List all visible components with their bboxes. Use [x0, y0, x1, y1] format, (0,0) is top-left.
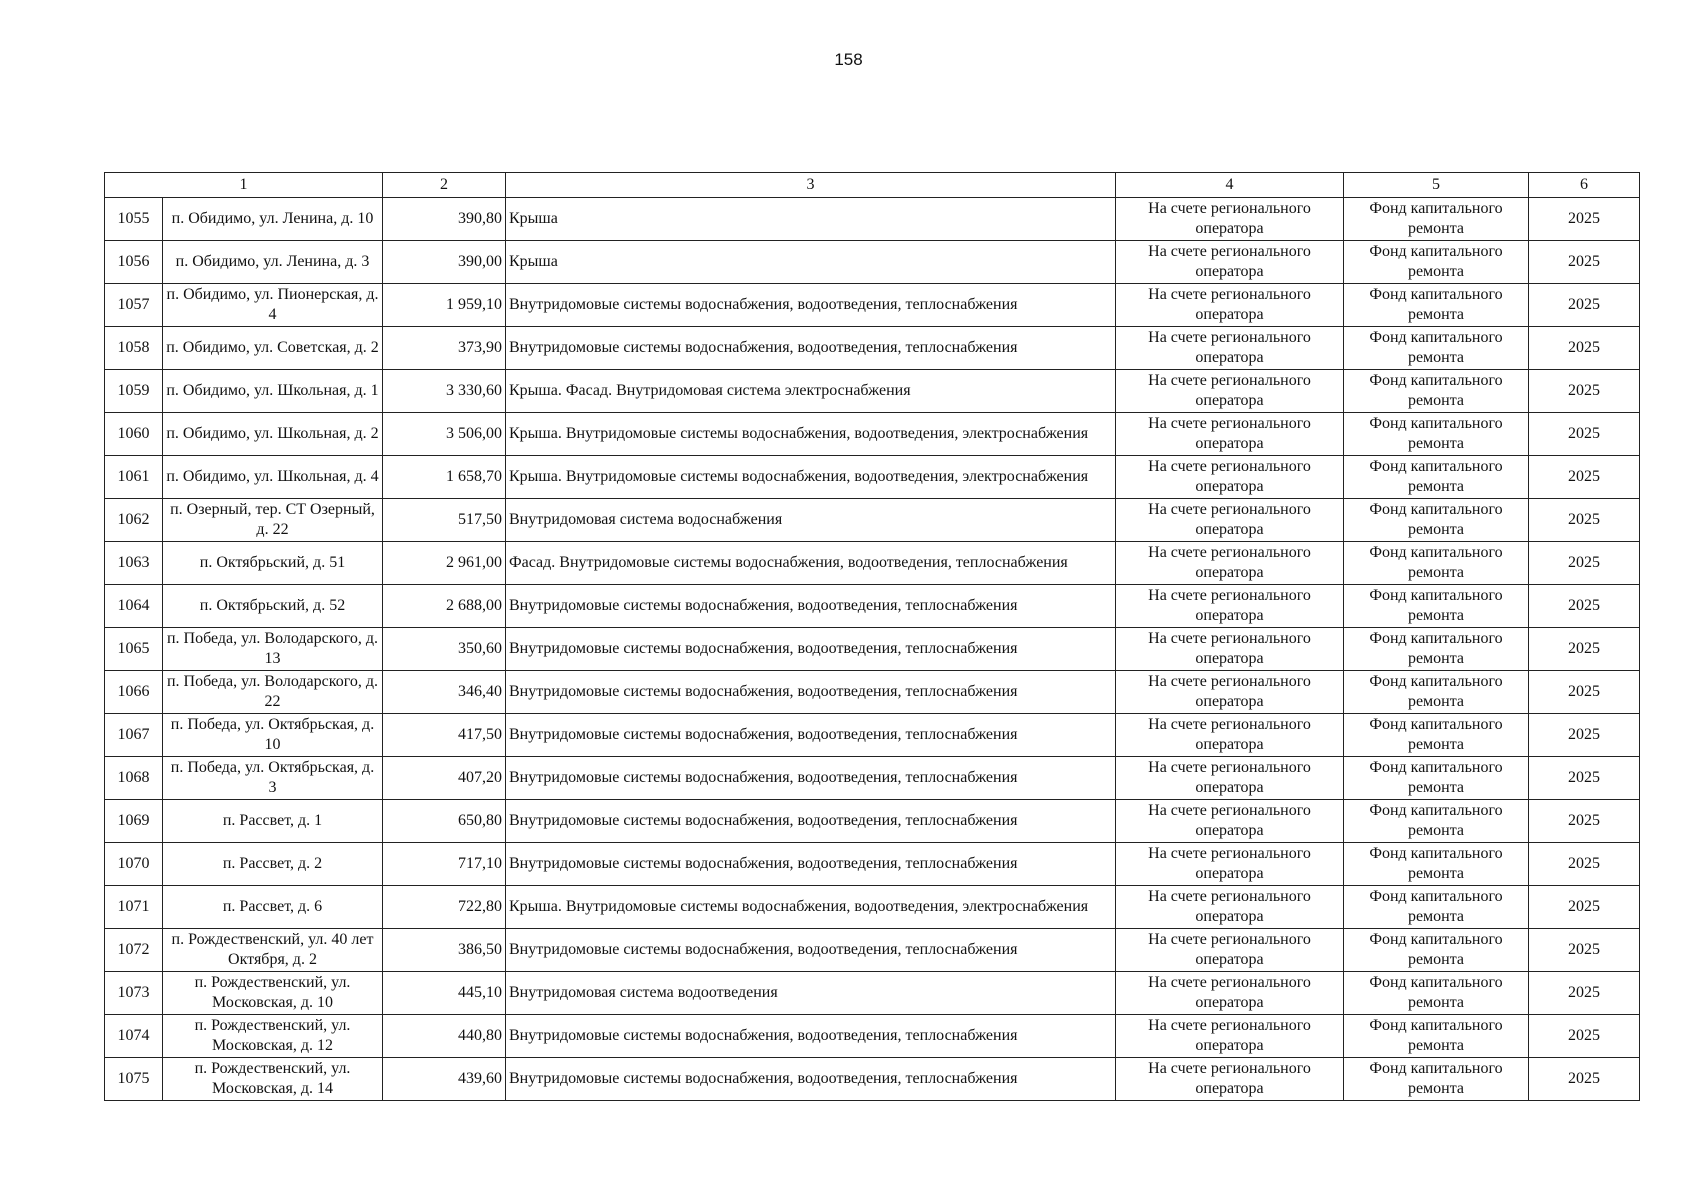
area-cell: 445,10	[383, 972, 506, 1015]
area-cell: 717,10	[383, 843, 506, 886]
funding-source-cell: Фонд капитального ремонта	[1344, 972, 1529, 1015]
funding-source-cell: Фонд капитального ремонта	[1344, 1015, 1529, 1058]
works-cell: Фасад. Внутридомовые системы водоснабжения, водоотведения, теплоснабжения	[506, 542, 1116, 585]
address-cell: п. Октябрьский, д. 51	[163, 542, 383, 585]
works-cell: Внутридомовые системы водоснабжения, водоотведения, теплоснабжения	[506, 929, 1116, 972]
area-cell: 407,20	[383, 757, 506, 800]
repair-program-table	[104, 172, 1640, 1101]
year-cell: 2025	[1529, 499, 1640, 542]
works-cell: Внутридомовые системы водоснабжения, водоотведения, теплоснабжения	[506, 714, 1116, 757]
address-cell: п. Рождественский, ул. Московская, д. 10	[163, 972, 383, 1015]
table-row	[105, 1015, 1640, 1058]
works-cell: Крыша	[506, 198, 1116, 241]
row-number: 1057	[105, 284, 163, 327]
account-cell: На счете регионального оператора	[1116, 327, 1344, 370]
row-number: 1073	[105, 972, 163, 1015]
row-number: 1070	[105, 843, 163, 886]
table-row	[105, 370, 1640, 413]
table-row	[105, 327, 1640, 370]
area-cell: 1 658,70	[383, 456, 506, 499]
column-header: 2	[383, 173, 506, 198]
address-cell: п. Победа, ул. Володарского, д. 13	[163, 628, 383, 671]
address-cell: п. Обидимо, ул. Пионерская, д. 4	[163, 284, 383, 327]
works-cell: Внутридомовые системы водоснабжения, водоотведения, теплоснабжения	[506, 1058, 1116, 1101]
year-cell: 2025	[1529, 714, 1640, 757]
address-cell: п. Рассвет, д. 6	[163, 886, 383, 929]
year-cell: 2025	[1529, 628, 1640, 671]
column-header: 3	[506, 173, 1116, 198]
year-cell: 2025	[1529, 800, 1640, 843]
account-cell: На счете регионального оператора	[1116, 886, 1344, 929]
year-cell: 2025	[1529, 284, 1640, 327]
works-cell: Внутридомовые системы водоснабжения, водоотведения, теплоснабжения	[506, 757, 1116, 800]
table-row	[105, 843, 1640, 886]
works-cell: Внутридомовые системы водоснабжения, водоотведения, теплоснабжения	[506, 800, 1116, 843]
table-row	[105, 800, 1640, 843]
year-cell: 2025	[1529, 843, 1640, 886]
works-cell: Внутридомовые системы водоснабжения, водоотведения, теплоснабжения	[506, 284, 1116, 327]
funding-source-cell: Фонд капитального ремонта	[1344, 370, 1529, 413]
table-row	[105, 542, 1640, 585]
account-cell: На счете регионального оператора	[1116, 198, 1344, 241]
area-cell: 722,80	[383, 886, 506, 929]
area-cell: 373,90	[383, 327, 506, 370]
row-number: 1063	[105, 542, 163, 585]
area-cell: 390,00	[383, 241, 506, 284]
funding-source-cell: Фонд капитального ремонта	[1344, 241, 1529, 284]
area-cell: 3 506,00	[383, 413, 506, 456]
table-row	[105, 456, 1640, 499]
year-cell: 2025	[1529, 241, 1640, 284]
row-number: 1072	[105, 929, 163, 972]
funding-source-cell: Фонд капитального ремонта	[1344, 542, 1529, 585]
works-cell: Внутридомовые системы водоснабжения, водоотведения, теплоснабжения	[506, 1015, 1116, 1058]
address-cell: п. Рассвет, д. 2	[163, 843, 383, 886]
area-cell: 2 961,00	[383, 542, 506, 585]
column-header: 5	[1344, 173, 1529, 198]
account-cell: На счете регионального оператора	[1116, 1015, 1344, 1058]
funding-source-cell: Фонд капитального ремонта	[1344, 714, 1529, 757]
table-row	[105, 585, 1640, 628]
area-cell: 1 959,10	[383, 284, 506, 327]
funding-source-cell: Фонд капитального ремонта	[1344, 843, 1529, 886]
area-cell: 350,60	[383, 628, 506, 671]
table-row	[105, 198, 1640, 241]
address-cell: п. Обидимо, ул. Школьная, д. 2	[163, 413, 383, 456]
area-cell: 440,80	[383, 1015, 506, 1058]
account-cell: На счете регионального оператора	[1116, 929, 1344, 972]
works-cell: Крыша. Внутридомовые системы водоснабжения, водоотведения, электроснабжения	[506, 456, 1116, 499]
area-cell: 517,50	[383, 499, 506, 542]
works-cell: Внутридомовые системы водоснабжения, водоотведения, теплоснабжения	[506, 585, 1116, 628]
funding-source-cell: Фонд капитального ремонта	[1344, 800, 1529, 843]
row-number: 1069	[105, 800, 163, 843]
area-cell: 2 688,00	[383, 585, 506, 628]
account-cell: На счете регионального оператора	[1116, 800, 1344, 843]
account-cell: На счете регионального оператора	[1116, 456, 1344, 499]
year-cell: 2025	[1529, 757, 1640, 800]
table-row	[105, 1058, 1640, 1101]
row-number: 1071	[105, 886, 163, 929]
year-cell: 2025	[1529, 370, 1640, 413]
row-number: 1068	[105, 757, 163, 800]
works-cell: Крыша. Внутридомовые системы водоснабжения, водоотведения, электроснабжения	[506, 413, 1116, 456]
year-cell: 2025	[1529, 929, 1640, 972]
row-number: 1058	[105, 327, 163, 370]
year-cell: 2025	[1529, 327, 1640, 370]
account-cell: На счете регионального оператора	[1116, 585, 1344, 628]
row-number: 1060	[105, 413, 163, 456]
works-cell: Внутридомовые системы водоснабжения, водоотведения, теплоснабжения	[506, 843, 1116, 886]
column-header: 1	[105, 173, 383, 198]
table-row	[105, 972, 1640, 1015]
year-cell: 2025	[1529, 585, 1640, 628]
address-cell: п. Озерный, тер. СТ Озерный, д. 22	[163, 499, 383, 542]
row-number: 1075	[105, 1058, 163, 1101]
account-cell: На счете регионального оператора	[1116, 671, 1344, 714]
account-cell: На счете регионального оператора	[1116, 542, 1344, 585]
table-row	[105, 499, 1640, 542]
row-number: 1066	[105, 671, 163, 714]
funding-source-cell: Фонд капитального ремонта	[1344, 628, 1529, 671]
year-cell: 2025	[1529, 972, 1640, 1015]
table-row	[105, 284, 1640, 327]
account-cell: На счете регионального оператора	[1116, 499, 1344, 542]
address-cell: п. Победа, ул. Октябрьская, д. 3	[163, 757, 383, 800]
address-cell: п. Рождественский, ул. Московская, д. 14	[163, 1058, 383, 1101]
table-row	[105, 241, 1640, 284]
area-cell: 650,80	[383, 800, 506, 843]
table-row	[105, 886, 1640, 929]
funding-source-cell: Фонд капитального ремонта	[1344, 1058, 1529, 1101]
year-cell: 2025	[1529, 1058, 1640, 1101]
works-cell: Внутридомовые системы водоснабжения, водоотведения, теплоснабжения	[506, 628, 1116, 671]
address-cell: п. Рождественский, ул. Московская, д. 12	[163, 1015, 383, 1058]
area-cell: 439,60	[383, 1058, 506, 1101]
row-number: 1074	[105, 1015, 163, 1058]
address-cell: п. Обидимо, ул. Советская, д. 2	[163, 327, 383, 370]
address-cell: п. Рассвет, д. 1	[163, 800, 383, 843]
row-number: 1064	[105, 585, 163, 628]
row-number: 1065	[105, 628, 163, 671]
funding-source-cell: Фонд капитального ремонта	[1344, 284, 1529, 327]
address-cell: п. Победа, ул. Октябрьская, д. 10	[163, 714, 383, 757]
area-cell: 390,80	[383, 198, 506, 241]
works-cell: Внутридомовая система водоотведения	[506, 972, 1116, 1015]
year-cell: 2025	[1529, 413, 1640, 456]
account-cell: На счете регионального оператора	[1116, 757, 1344, 800]
funding-source-cell: Фонд капитального ремонта	[1344, 671, 1529, 714]
row-number: 1061	[105, 456, 163, 499]
account-cell: На счете регионального оператора	[1116, 714, 1344, 757]
funding-source-cell: Фонд капитального ремонта	[1344, 327, 1529, 370]
address-cell: п. Рождественский, ул. 40 лет Октября, д. 2	[163, 929, 383, 972]
area-cell: 3 330,60	[383, 370, 506, 413]
account-cell: На счете регионального оператора	[1116, 370, 1344, 413]
table-row	[105, 929, 1640, 972]
account-cell: На счете регионального оператора	[1116, 843, 1344, 886]
area-cell: 386,50	[383, 929, 506, 972]
funding-source-cell: Фонд капитального ремонта	[1344, 886, 1529, 929]
account-cell: На счете регионального оператора	[1116, 284, 1344, 327]
row-number: 1056	[105, 241, 163, 284]
account-cell: На счете регионального оператора	[1116, 972, 1344, 1015]
year-cell: 2025	[1529, 198, 1640, 241]
column-header: 6	[1529, 173, 1640, 198]
year-cell: 2025	[1529, 671, 1640, 714]
account-cell: На счете регионального оператора	[1116, 1058, 1344, 1101]
column-number-header-row	[105, 173, 1640, 198]
year-cell: 2025	[1529, 542, 1640, 585]
address-cell: п. Обидимо, ул. Ленина, д. 3	[163, 241, 383, 284]
table-row	[105, 757, 1640, 800]
funding-source-cell: Фонд капитального ремонта	[1344, 456, 1529, 499]
row-number: 1055	[105, 198, 163, 241]
works-cell: Крыша	[506, 241, 1116, 284]
page-number: 158	[834, 50, 863, 69]
area-cell: 417,50	[383, 714, 506, 757]
address-cell: п. Октябрьский, д. 52	[163, 585, 383, 628]
column-header: 4	[1116, 173, 1344, 198]
funding-source-cell: Фонд капитального ремонта	[1344, 413, 1529, 456]
table-row	[105, 413, 1640, 456]
row-number: 1059	[105, 370, 163, 413]
funding-source-cell: Фонд капитального ремонта	[1344, 499, 1529, 542]
account-cell: На счете регионального оператора	[1116, 241, 1344, 284]
area-cell: 346,40	[383, 671, 506, 714]
table-row	[105, 714, 1640, 757]
address-cell: п. Победа, ул. Володарского, д. 22	[163, 671, 383, 714]
address-cell: п. Обидимо, ул. Школьная, д. 4	[163, 456, 383, 499]
year-cell: 2025	[1529, 1015, 1640, 1058]
works-cell: Внутридомовая система водоснабжения	[506, 499, 1116, 542]
row-number: 1062	[105, 499, 163, 542]
table-row	[105, 628, 1640, 671]
row-number: 1067	[105, 714, 163, 757]
funding-source-cell: Фонд капитального ремонта	[1344, 198, 1529, 241]
account-cell: На счете регионального оператора	[1116, 628, 1344, 671]
address-cell: п. Обидимо, ул. Школьная, д. 1	[163, 370, 383, 413]
works-cell: Крыша. Внутридомовые системы водоснабжения, водоотведения, электроснабжения	[506, 886, 1116, 929]
address-cell: п. Обидимо, ул. Ленина, д. 10	[163, 198, 383, 241]
year-cell: 2025	[1529, 886, 1640, 929]
funding-source-cell: Фонд капитального ремонта	[1344, 929, 1529, 972]
works-cell: Крыша. Фасад. Внутридомовая система электроснабжения	[506, 370, 1116, 413]
year-cell: 2025	[1529, 456, 1640, 499]
table-row	[105, 671, 1640, 714]
funding-source-cell: Фонд капитального ремонта	[1344, 585, 1529, 628]
account-cell: На счете регионального оператора	[1116, 413, 1344, 456]
works-cell: Внутридомовые системы водоснабжения, водоотведения, теплоснабжения	[506, 327, 1116, 370]
works-cell: Внутридомовые системы водоснабжения, водоотведения, теплоснабжения	[506, 671, 1116, 714]
funding-source-cell: Фонд капитального ремонта	[1344, 757, 1529, 800]
